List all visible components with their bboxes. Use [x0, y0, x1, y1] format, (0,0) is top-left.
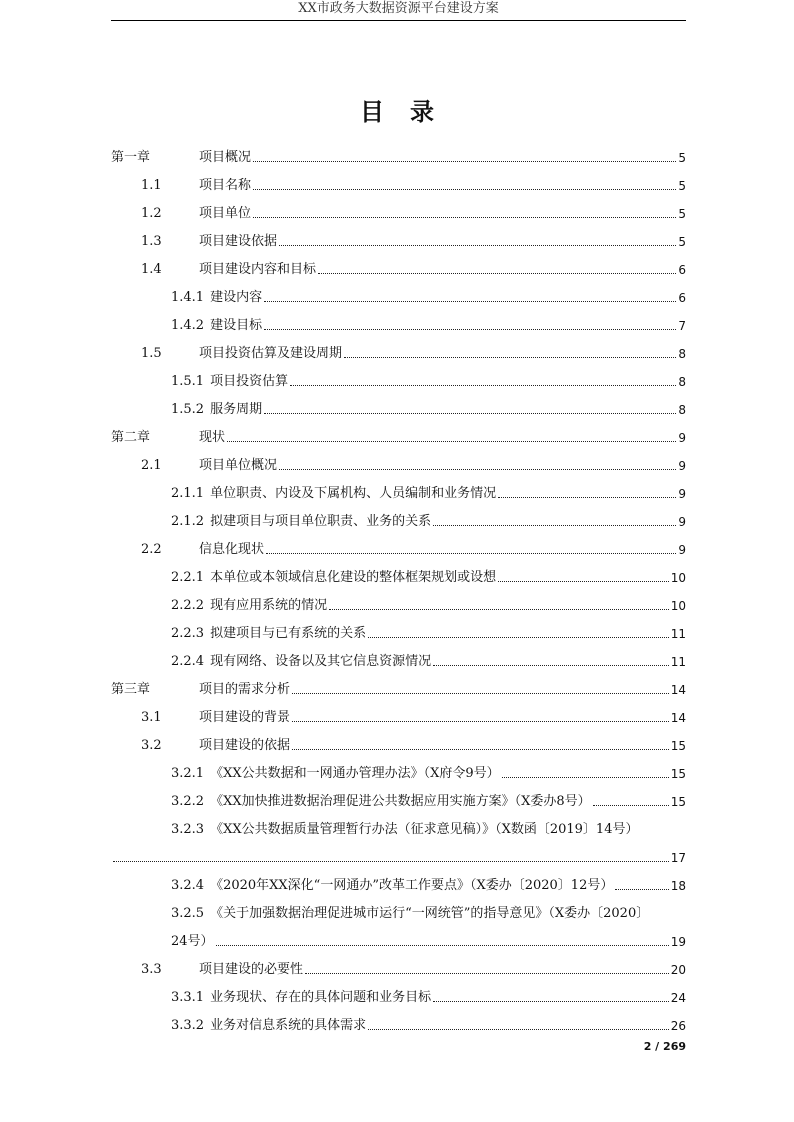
- toc-page-number: 19: [670, 935, 686, 949]
- toc-entry-label: 单位职责、内设及下属机构、人员编制和业务情况: [210, 486, 497, 501]
- toc-entry-2-2-4[interactable]: [111, 646, 686, 674]
- toc-page-number: 9: [678, 515, 686, 529]
- toc-leader-dots: [498, 581, 669, 582]
- toc-leader-dots: [615, 889, 668, 890]
- toc-entry-number: 3.2.2: [171, 794, 205, 809]
- toc-leader-dots: [498, 497, 676, 498]
- toc-entry-label: 《关于加强数据治理促进城市运行“一网统管”的指导意见》（X委办〔2020〕: [210, 906, 650, 921]
- toc-page-number: 15: [670, 795, 686, 809]
- toc-entry-label: 现有网络、设备以及其它信息资源情况: [210, 654, 432, 669]
- toc-entry-第二章[interactable]: [111, 422, 686, 450]
- toc-entry-number: 2.2.1: [171, 570, 205, 585]
- toc-entry-number: 第一章: [111, 150, 151, 165]
- toc-leader-dots: [290, 385, 676, 386]
- toc-entry-number: 3.3: [141, 962, 162, 977]
- toc-leader-dots: [113, 861, 669, 862]
- toc-leader-dots: [433, 525, 676, 526]
- toc-entry-number: 1.2: [141, 206, 162, 221]
- toc-page-number: 5: [678, 179, 686, 193]
- toc-entry-number: 2.2.3: [171, 626, 205, 641]
- toc-leader-dots: [292, 693, 669, 694]
- toc-page-number: 5: [678, 235, 686, 249]
- toc-entry-第三章[interactable]: [111, 674, 686, 702]
- toc-entry-3-2-4[interactable]: [111, 870, 686, 898]
- toc-entry-label: 项目建设的必要性: [199, 962, 304, 977]
- toc-page-number: 8: [678, 375, 686, 389]
- toc-entry-2-1[interactable]: [111, 450, 686, 478]
- toc-leader-dots: [216, 945, 669, 946]
- toc-entry-number: 1.5.2: [171, 402, 205, 417]
- toc-leader-dots: [279, 469, 676, 470]
- toc-entry-number: 2.2.2: [171, 598, 205, 613]
- toc-entry-3-2-3[interactable]: [111, 814, 686, 842]
- toc-page-number: 8: [678, 403, 686, 417]
- toc-entry-1-3[interactable]: [111, 226, 686, 254]
- toc-entry-label: 项目概况: [199, 150, 252, 165]
- toc-entry-2-1-1[interactable]: [111, 478, 686, 506]
- toc-entry-2-1-2[interactable]: [111, 506, 686, 534]
- toc-entry-number: 1.4: [141, 262, 162, 277]
- toc-leader-dots: [292, 721, 669, 722]
- toc-leader-dots: [279, 245, 676, 246]
- toc-leader-dots: [266, 553, 676, 554]
- toc-leader-dots: [433, 665, 669, 666]
- toc-entry-number: 3.2.1: [171, 766, 205, 781]
- toc-entry-1-5[interactable]: [111, 338, 686, 366]
- toc-entry-number: 3.3.1: [171, 990, 205, 1005]
- toc-entry-3-2-5[interactable]: [111, 898, 686, 926]
- toc-entry-label: 《XX公共数据和一网通办管理办法》（X府令9号）: [210, 766, 500, 781]
- toc-entry-number: 第二章: [111, 430, 151, 445]
- toc-entry-number: 2.1.1: [171, 486, 205, 501]
- toc-entry-label: 业务对信息系统的具体需求: [210, 1018, 367, 1033]
- toc-entry-3-2-2[interactable]: [111, 786, 686, 814]
- toc-entry-3-2-1[interactable]: [111, 758, 686, 786]
- toc-entry-label: 本单位或本领域信息化建设的整体框架规划或设想: [210, 570, 497, 585]
- page-indicator: 2 / 269: [643, 1040, 686, 1053]
- toc-entry-3-1[interactable]: [111, 702, 686, 730]
- toc-leader-dots: [264, 301, 676, 302]
- toc-page-number: 7: [678, 319, 686, 333]
- toc-page-number: 11: [670, 627, 686, 641]
- toc-entry-label: 现有应用系统的情况: [210, 598, 328, 613]
- toc-entry-label: 项目单位: [199, 206, 252, 221]
- toc-leader-dots: [253, 161, 676, 162]
- toc-leader-dots: [253, 217, 676, 218]
- toc-entry-number: 1.1: [141, 178, 162, 193]
- toc-leader-dots: [305, 973, 669, 974]
- toc-entry-3-3[interactable]: [111, 954, 686, 982]
- toc-entry-3-2-5-continued[interactable]: [111, 926, 686, 954]
- toc-entry-label: 建设内容: [210, 290, 263, 305]
- toc-leader-dots: [344, 357, 676, 358]
- toc-entry-label: 项目建设的依据: [199, 738, 291, 753]
- toc-entry-2-2-2[interactable]: [111, 590, 686, 618]
- toc-entry-1-5-1[interactable]: [111, 366, 686, 394]
- toc-entry-number: 1.5.1: [171, 374, 205, 389]
- toc-leader-dots: [368, 1029, 669, 1030]
- toc-entry-number: 2.1.2: [171, 514, 205, 529]
- toc-entry-3-3-1[interactable]: [111, 982, 686, 1010]
- toc-entry-label: 项目名称: [199, 178, 252, 193]
- toc-entry-1-5-2[interactable]: [111, 394, 686, 422]
- toc-entry-2-2[interactable]: [111, 534, 686, 562]
- toc-entry-label: 《XX公共数据质量管理暂行办法（征求意见稿）》（X数函〔2019〕14号）: [210, 822, 639, 837]
- toc-entry-label-continued: 24号）: [171, 934, 214, 949]
- toc-page-number: 11: [670, 655, 686, 669]
- toc-entry-number: 3.1: [141, 710, 162, 725]
- toc-page-number: 5: [678, 207, 686, 221]
- toc-entry-number: 第三章: [111, 682, 151, 697]
- toc-entry-label: 建设目标: [210, 318, 263, 333]
- running-header: [111, 0, 686, 21]
- toc-entry-label: 项目的需求分析: [199, 682, 291, 697]
- toc-page-number: 24: [670, 991, 686, 1005]
- toc-page-number: 14: [670, 683, 686, 697]
- toc-entry-label: 项目投资估算及建设周期: [199, 346, 343, 361]
- toc-leader-dots: [433, 1001, 669, 1002]
- toc-entry-number: 3.2.5: [171, 906, 205, 921]
- toc-entry-label: 项目投资估算: [210, 374, 289, 389]
- toc-leader-dots: [318, 273, 676, 274]
- toc-entry-number: 2.1: [141, 458, 162, 473]
- toc-page-number: 5: [678, 151, 686, 165]
- toc-entry-number: 2.2: [141, 542, 162, 557]
- toc-entry-label: 《2020年XX深化“一网通办”改革工作要点》（X委办〔2020〕12号）: [210, 878, 614, 893]
- toc-page-number: 9: [678, 459, 686, 473]
- toc-page-number: 15: [670, 739, 686, 753]
- toc-page-number: 9: [678, 487, 686, 501]
- toc-entry-1-4-2[interactable]: [111, 310, 686, 338]
- toc-page-number: 14: [670, 711, 686, 725]
- toc-leader-dots: [593, 805, 669, 806]
- toc-entry-label: 现状: [199, 430, 226, 445]
- toc-entry-第一章[interactable]: [111, 142, 686, 170]
- toc-leader-dots: [502, 777, 669, 778]
- toc-leader-dots: [264, 413, 676, 414]
- toc-entry-3-3-2[interactable]: [111, 1010, 686, 1038]
- table-of-contents: [111, 142, 686, 1038]
- toc-entry-label: 项目单位概况: [199, 458, 278, 473]
- toc-page-number: 15: [670, 767, 686, 781]
- toc-page-number: 8: [678, 347, 686, 361]
- toc-leader-dots: [368, 637, 669, 638]
- toc-entry-label: 服务周期: [210, 402, 263, 417]
- toc-entry-number: 3.3.2: [171, 1018, 205, 1033]
- toc-page-number: 6: [678, 291, 686, 305]
- toc-entry-label: 项目建设的背景: [199, 710, 291, 725]
- toc-leader-dots: [292, 749, 669, 750]
- toc-page-number: 6: [678, 263, 686, 277]
- toc-entry-label: 项目建设依据: [199, 234, 278, 249]
- toc-page-number: 17: [670, 851, 686, 865]
- toc-entry-1-4-1[interactable]: [111, 282, 686, 310]
- toc-entry-number: 3.2.4: [171, 878, 205, 893]
- toc-page-number: 26: [670, 1019, 686, 1033]
- toc-entry-label: 拟建项目与已有系统的关系: [210, 626, 367, 641]
- toc-entry-1-2[interactable]: [111, 198, 686, 226]
- toc-entry-2-2-1[interactable]: [111, 562, 686, 590]
- toc-page-number: 10: [670, 571, 686, 585]
- toc-leader-dots: [329, 609, 669, 610]
- toc-leader-dots: [264, 329, 676, 330]
- toc-page-number: 9: [678, 543, 686, 557]
- document-title: XX市政务大数据资源平台建设方案: [298, 1, 499, 16]
- toc-entry-label: 项目建设内容和目标: [199, 262, 317, 277]
- toc-page-number: 18: [670, 879, 686, 893]
- toc-entry-2-2-3[interactable]: [111, 618, 686, 646]
- toc-entry-3-2-3-continued[interactable]: [111, 842, 686, 870]
- toc-entry-number: 1.4.1: [171, 290, 205, 305]
- toc-page-number: 9: [678, 431, 686, 445]
- toc-entry-number: 1.4.2: [171, 318, 205, 333]
- toc-entry-number: 3.2: [141, 738, 162, 753]
- toc-entry-label: 《XX加快推进数据治理促进公共数据应用实施方案》（X委办8号）: [210, 794, 591, 809]
- toc-entry-label: 业务现状、存在的具体问题和业务目标: [210, 990, 432, 1005]
- toc-entry-1-1[interactable]: [111, 170, 686, 198]
- page-title: 目录: [360, 97, 460, 126]
- toc-entry-3-2[interactable]: [111, 730, 686, 758]
- toc-entry-number: 1.5: [141, 346, 162, 361]
- toc-entry-label: 拟建项目与项目单位职责、业务的关系: [210, 514, 432, 529]
- toc-entry-number: 1.3: [141, 234, 162, 249]
- toc-leader-dots: [253, 189, 676, 190]
- toc-entry-1-4[interactable]: [111, 254, 686, 282]
- toc-page-number: 10: [670, 599, 686, 613]
- toc-entry-number: 2.2.4: [171, 654, 205, 669]
- toc-entry-label: 信息化现状: [199, 542, 265, 557]
- toc-entry-number: 3.2.3: [171, 822, 205, 837]
- toc-leader-dots: [227, 441, 676, 442]
- toc-page-number: 20: [670, 963, 686, 977]
